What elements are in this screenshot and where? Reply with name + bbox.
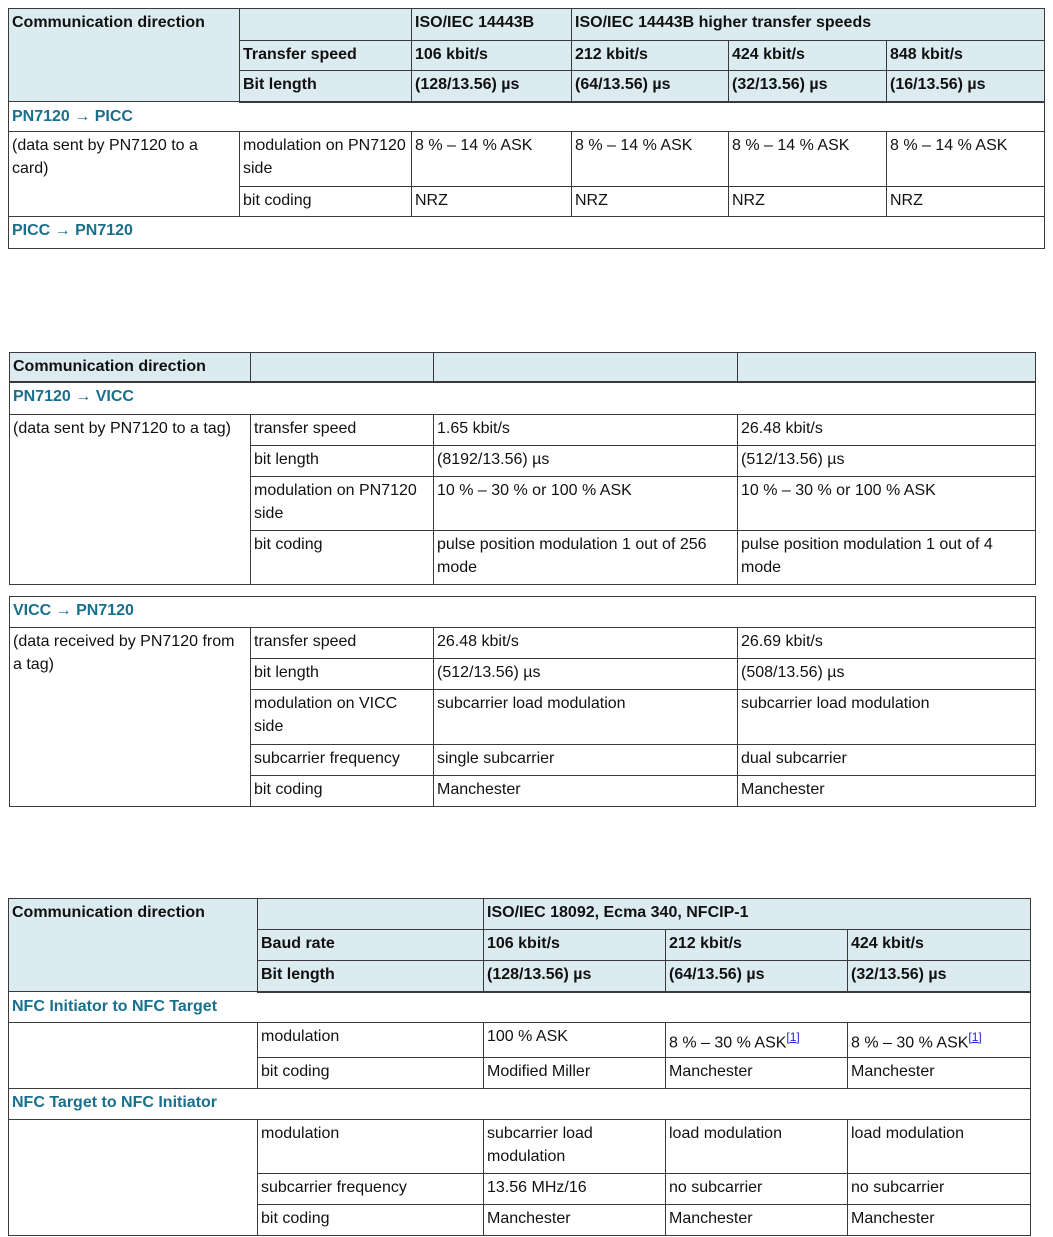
modulation-text: 8 % – 30 % ASK <box>669 1034 787 1052</box>
value-cell: 26.48 kbit/s <box>434 627 738 658</box>
row-label: bit coding <box>251 530 434 584</box>
row-label: bit coding <box>251 775 434 806</box>
value-cell: 10 % – 30 % or 100 % ASK <box>738 476 1036 530</box>
section-target-to-initiator: NFC Target to NFC Initiator <box>9 1089 1031 1120</box>
modulation-cell <box>666 1023 848 1058</box>
speed-cell: 424 kbit/s <box>729 41 887 71</box>
modulation-cell <box>848 1023 1031 1058</box>
baud-rate-header: Baud rate <box>258 930 484 961</box>
direction-description: (data received by PN7120 from a tag) <box>10 627 251 806</box>
subcarrier-cell: no subcarrier <box>848 1174 1031 1205</box>
footnote-link[interactable]: [1] <box>968 1030 982 1044</box>
bit-length-cell: (16/13.56) µs <box>887 71 1045 102</box>
modulation-cell: 8 % – 14 % ASK <box>412 132 572 187</box>
iso18092-table <box>8 898 1031 1236</box>
section-pn7120-to-picc: PN7120 → PICC <box>9 102 1045 132</box>
speed-cell: 848 kbit/s <box>887 41 1045 71</box>
value-cell: Manchester <box>738 775 1036 806</box>
bit-coding-cell: Manchester <box>848 1058 1031 1089</box>
direction-description: (data sent by PN7120 to a card) <box>9 132 240 217</box>
modulation-text: 8 % – 30 % ASK <box>851 1034 969 1052</box>
value-cell: pulse position modulation 1 out of 256 mode <box>434 530 738 584</box>
standard-header: ISO/IEC 18092, Ecma 340, NFCIP-1 <box>484 899 1031 930</box>
baud-rate-cell: 424 kbit/s <box>848 930 1031 961</box>
modulation-cell: 100 % ASK <box>484 1023 666 1058</box>
row-label: transfer speed <box>251 627 434 658</box>
row-label-bit-coding: bit coding <box>258 1058 484 1089</box>
row-label-bit-coding: bit coding <box>240 187 412 217</box>
bit-length-cell: (64/13.56) µs <box>666 961 848 992</box>
bit-coding-cell: NRZ <box>412 187 572 217</box>
value-cell: subcarrier load modulation <box>738 689 1036 744</box>
table-gap <box>10 584 1036 596</box>
speed-cell: 106 kbit/s <box>412 41 572 71</box>
header-blank-cell <box>258 899 484 930</box>
comm-direction-header: Communication direction <box>9 899 258 992</box>
bit-coding-cell: Manchester <box>666 1205 848 1236</box>
bit-coding-cell: Manchester <box>484 1205 666 1236</box>
footnote-link[interactable]: [1] <box>786 1030 800 1044</box>
header-blank-cell <box>240 9 412 41</box>
header-blank-cell <box>738 353 1036 383</box>
value-cell: single subcarrier <box>434 744 738 775</box>
value-cell: (508/13.56) µs <box>738 658 1036 689</box>
comm-direction-header: Communication direction <box>10 353 251 383</box>
value-cell: (512/13.56) µs <box>738 445 1036 476</box>
speed-cell: 212 kbit/s <box>572 41 729 71</box>
iso14443b-table <box>8 8 1045 249</box>
value-cell: 26.69 kbit/s <box>738 627 1036 658</box>
row-label: transfer speed <box>251 414 434 445</box>
value-cell: 26.48 kbit/s <box>738 414 1036 445</box>
empty-description-cell <box>9 1023 258 1089</box>
empty-description-cell <box>9 1120 258 1236</box>
header-blank-cell <box>251 353 434 383</box>
value-cell: pulse position modulation 1 out of 4 mode <box>738 530 1036 584</box>
row-label: modulation on VICC side <box>251 689 434 744</box>
row-label: bit length <box>251 445 434 476</box>
bit-length-cell: (128/13.56) µs <box>484 961 666 992</box>
standard-header: ISO/IEC 14443B <box>412 9 572 41</box>
bit-coding-cell: Manchester <box>666 1058 848 1089</box>
bit-length-cell: (32/13.56) µs <box>848 961 1031 992</box>
baud-rate-cell: 212 kbit/s <box>666 930 848 961</box>
row-label: subcarrier frequency <box>251 744 434 775</box>
bit-coding-cell: NRZ <box>887 187 1045 217</box>
modulation-cell: 8 % – 14 % ASK <box>887 132 1045 187</box>
comm-direction-header: Communication direction <box>9 9 240 102</box>
bit-length-cell: (32/13.56) µs <box>729 71 887 102</box>
bit-length-cell: (64/13.56) µs <box>572 71 729 102</box>
row-label: bit length <box>251 658 434 689</box>
bit-length-header: Bit length <box>240 71 412 102</box>
value-cell: (512/13.56) µs <box>434 658 738 689</box>
section-pn7120-to-vicc: PN7120 → VICC <box>10 382 1036 414</box>
row-label-modulation: modulation <box>258 1120 484 1174</box>
value-cell: dual subcarrier <box>738 744 1036 775</box>
transfer-speed-header: Transfer speed <box>240 41 412 71</box>
modulation-cell: subcarrier load modulation <box>484 1120 666 1174</box>
bit-length-cell: (128/13.56) µs <box>412 71 572 102</box>
value-cell: subcarrier load modulation <box>434 689 738 744</box>
modulation-cell: 8 % – 14 % ASK <box>572 132 729 187</box>
value-cell: 10 % – 30 % or 100 % ASK <box>434 476 738 530</box>
modulation-cell: load modulation <box>666 1120 848 1174</box>
modulation-cell: 8 % – 14 % ASK <box>729 132 887 187</box>
subcarrier-cell: 13.56 MHz/16 <box>484 1174 666 1205</box>
value-cell: (8192/13.56) µs <box>434 445 738 476</box>
value-cell: Manchester <box>434 775 738 806</box>
baud-rate-cell: 106 kbit/s <box>484 930 666 961</box>
value-cell: 1.65 kbit/s <box>434 414 738 445</box>
subcarrier-cell: no subcarrier <box>666 1174 848 1205</box>
iso15693-table <box>9 352 1036 807</box>
row-label-modulation: modulation on PN7120 side <box>240 132 412 187</box>
row-label-modulation: modulation <box>258 1023 484 1058</box>
section-vicc-to-pn7120: VICC → PN7120 <box>10 596 1036 627</box>
standard-high-speed-header: ISO/IEC 14443B higher transfer speeds <box>572 9 1045 41</box>
section-picc-to-pn7120: PICC → PN7120 <box>9 217 1045 249</box>
bit-coding-cell: Modified Miller <box>484 1058 666 1089</box>
bit-coding-cell: Manchester <box>848 1205 1031 1236</box>
bit-length-header: Bit length <box>258 961 484 992</box>
row-label: modulation on PN7120 side <box>251 476 434 530</box>
header-blank-cell <box>434 353 738 383</box>
row-label-bit-coding: bit coding <box>258 1205 484 1236</box>
bit-coding-cell: NRZ <box>572 187 729 217</box>
direction-description: (data sent by PN7120 to a tag) <box>10 414 251 584</box>
modulation-cell: load modulation <box>848 1120 1031 1174</box>
bit-coding-cell: NRZ <box>729 187 887 217</box>
section-initiator-to-target: NFC Initiator to NFC Target <box>9 992 1031 1023</box>
row-label-subcarrier-frequency: subcarrier frequency <box>258 1174 484 1205</box>
